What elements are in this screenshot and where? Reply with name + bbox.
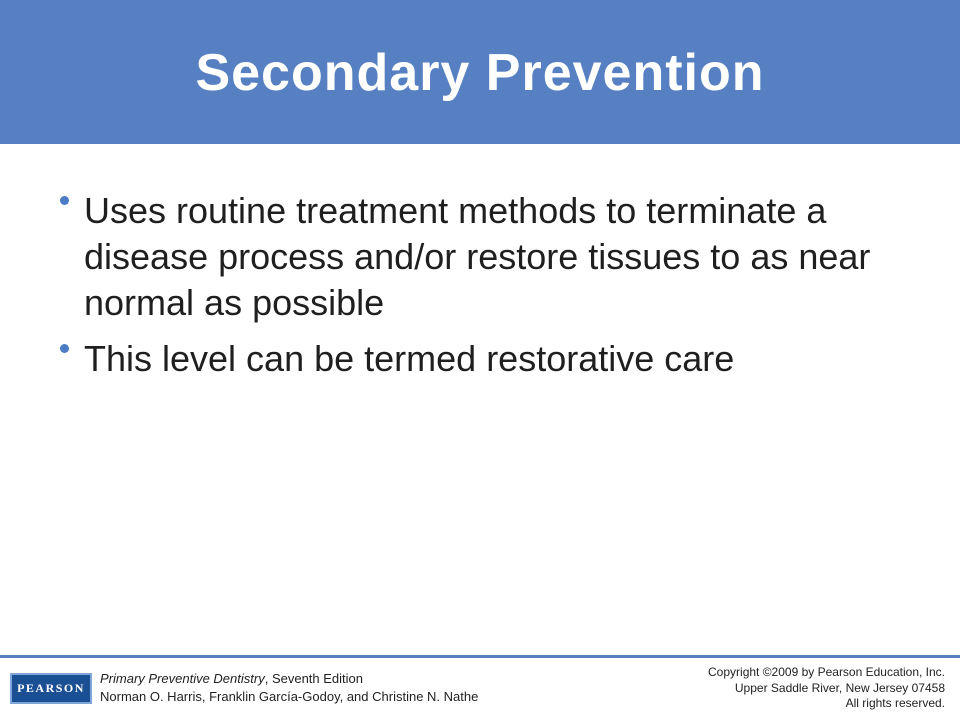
- copyright-notice: [708, 665, 945, 712]
- footer-divider: [0, 655, 960, 658]
- bullet-text: This level can be termed restorative care: [84, 338, 735, 379]
- copyright-line: All rights reserved.: [845, 696, 945, 710]
- bullet-list: [58, 188, 918, 392]
- bullet-item: [58, 336, 918, 382]
- bullet-item: [58, 188, 918, 326]
- pearson-logo-text: PEARSON: [17, 681, 85, 695]
- slide-title: Secondary Prevention: [195, 44, 765, 102]
- bullet-dot-icon: [60, 344, 69, 353]
- copyright-line: Copyright ©2009 by Pearson Education, Inc.: [708, 665, 945, 679]
- bullet-text: Uses routine treatment methods to terminate a disease process and/or restore tissues to as near normal as possible: [84, 190, 871, 323]
- book-edition: , Seventh Edition: [264, 671, 364, 686]
- pearson-logo: [10, 673, 92, 704]
- book-title: Primary Preventive Dentistry: [100, 671, 265, 686]
- book-citation: [100, 670, 478, 706]
- book-authors: Norman O. Harris, Franklin García-Godoy, and Christine N. Nathe: [100, 689, 479, 704]
- bullet-dot-icon: [60, 196, 69, 205]
- copyright-line: Upper Saddle River, New Jersey 07458: [734, 680, 945, 695]
